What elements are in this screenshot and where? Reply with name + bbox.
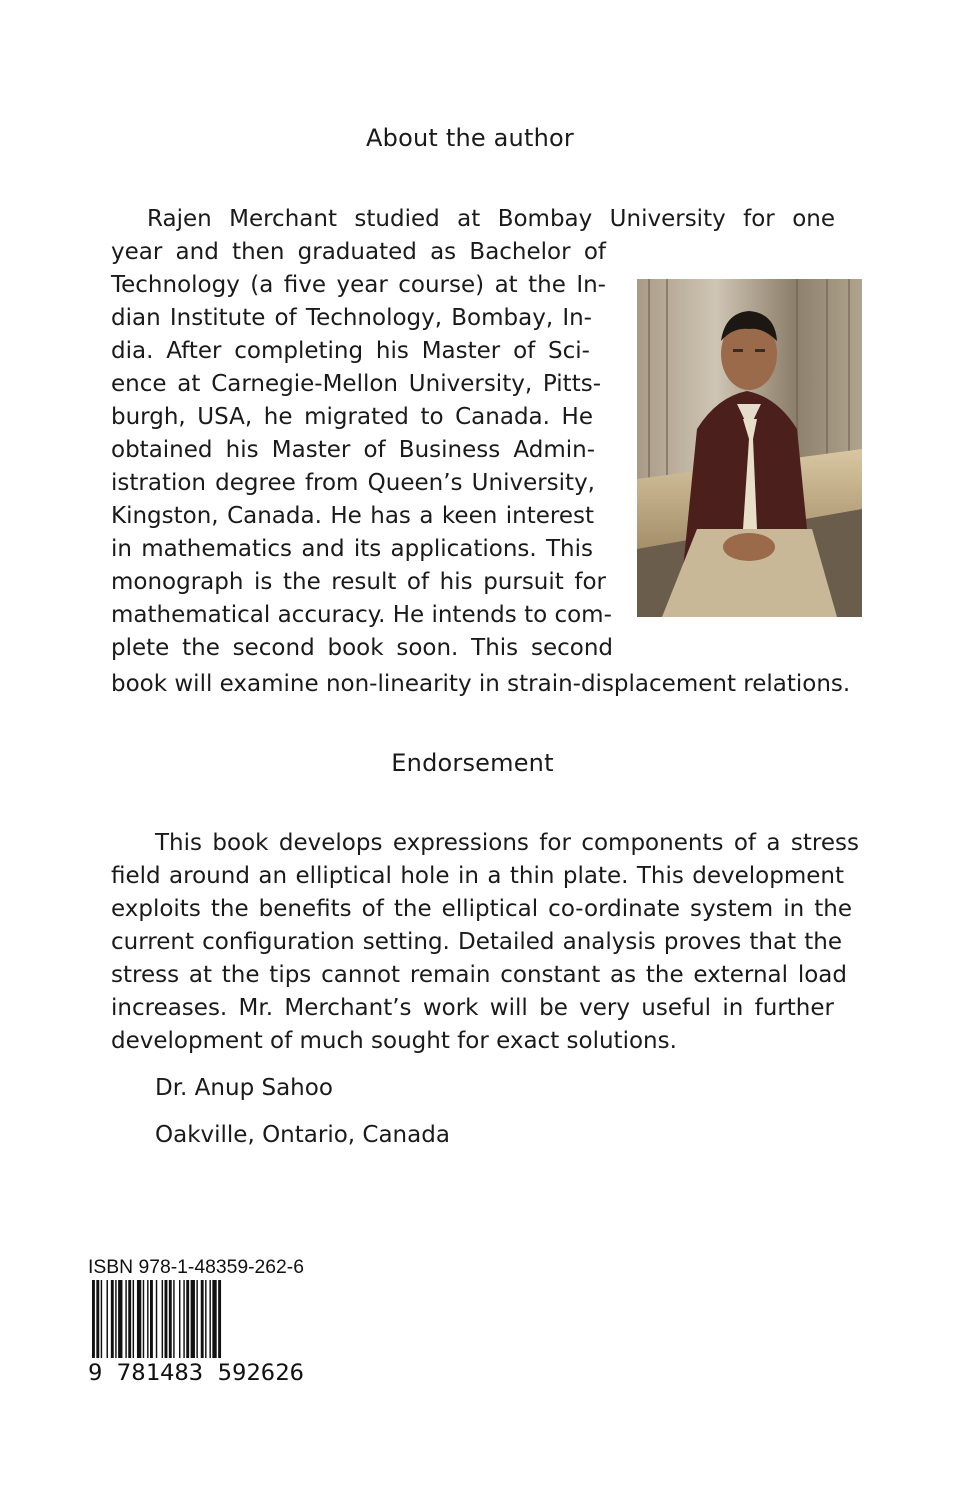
barcode-bar — [137, 1280, 141, 1358]
isbn-label: ISBN 978-1-48359-262-6 — [88, 1257, 304, 1278]
about-line-2: year and then graduated as Bachelor of — [111, 239, 606, 265]
barcode-bar — [156, 1280, 157, 1358]
barcode-bar — [173, 1280, 174, 1358]
barcode-bar — [111, 1280, 114, 1358]
barcode-bar — [165, 1280, 168, 1358]
endorsement-line-1: This book develops expressions for components of a stress — [155, 830, 859, 856]
barcode-bar — [162, 1280, 163, 1358]
barcode-bar — [96, 1280, 99, 1358]
barcode-bar — [150, 1280, 153, 1358]
barcode-bars — [92, 1280, 221, 1358]
barcode-bar — [101, 1280, 102, 1358]
signature-place: Oakville, Ontario, Canada — [155, 1122, 450, 1148]
barcode-bar — [143, 1280, 144, 1358]
barcode-bar — [107, 1280, 108, 1358]
about-line-1: Rajen Merchant studied at Bombay University for one — [147, 206, 835, 232]
about-line-5: dia. After completing his Master of Sci- — [111, 338, 590, 364]
endorsement-line-2: field around an elliptical hole in a thin plate. This development — [111, 863, 844, 889]
barcode-bar — [201, 1280, 204, 1358]
endorsement-line-7: development of much sought for exact solutions. — [111, 1028, 677, 1054]
barcode-bar — [179, 1280, 180, 1358]
barcode-bar — [205, 1280, 206, 1358]
barcode-bar — [118, 1280, 122, 1358]
about-line-14: plete the second book soon. This second — [111, 635, 613, 661]
about-line-11: in mathematics and its applications. This — [111, 536, 593, 562]
about-heading: About the author — [366, 124, 574, 152]
endorsement-line-5: stress at the tips cannot remain constant as the external load — [111, 962, 847, 988]
about-line-8: obtained his Master of Business Admin- — [111, 437, 595, 463]
about-line-7: burgh, USA, he migrated to Canada. He — [111, 404, 593, 430]
endorsement-line-6: increases. Mr. Merchant’s work will be very useful in further — [111, 995, 834, 1021]
barcode-bar — [218, 1280, 221, 1358]
barcode-bar — [186, 1280, 189, 1358]
barcode-bar — [125, 1280, 126, 1358]
barcode-bar — [92, 1280, 95, 1358]
barcode-bar — [128, 1280, 131, 1358]
barcode-bar — [183, 1280, 184, 1358]
barcode-bar — [191, 1280, 195, 1358]
about-line-13: mathematical accuracy. He intends to com- — [111, 602, 612, 628]
barcode-bar — [209, 1280, 210, 1358]
barcode-bar — [133, 1280, 134, 1358]
about-line-10: Kingston, Canada. He has a keen interest — [111, 503, 594, 529]
about-line-4: dian Institute of Technology, Bombay, In- — [111, 305, 592, 331]
barcode-bar — [212, 1280, 216, 1358]
endorsement-line-4: current configuration setting. Detailed analysis proves that the — [111, 929, 842, 955]
barcode-digits: 9 781483 592626 — [88, 1361, 304, 1382]
barcode-bar — [147, 1280, 148, 1358]
about-line-9: istration degree from Queen’s University, — [111, 470, 595, 496]
barcode-bar — [169, 1280, 172, 1358]
about-line-6: ence at Carnegie-Mellon University, Pitts- — [111, 371, 601, 397]
barcode-bar — [115, 1280, 116, 1358]
about-line-3: Technology (a five year course) at the In- — [111, 272, 606, 298]
signature-name: Dr. Anup Sahoo — [155, 1075, 333, 1101]
isbn-barcode — [88, 1256, 306, 1382]
author-portrait-photo — [637, 279, 862, 617]
barcode-bar — [196, 1280, 197, 1358]
endorsement-line-3: exploits the benefits of the elliptical co-ordinate system in the — [111, 896, 852, 922]
endorsement-heading: Endorsement — [391, 749, 554, 777]
about-line-15: book will examine non-linearity in strain-displacement relations. — [111, 671, 851, 697]
about-line-12: monograph is the result of his pursuit for — [111, 569, 606, 595]
